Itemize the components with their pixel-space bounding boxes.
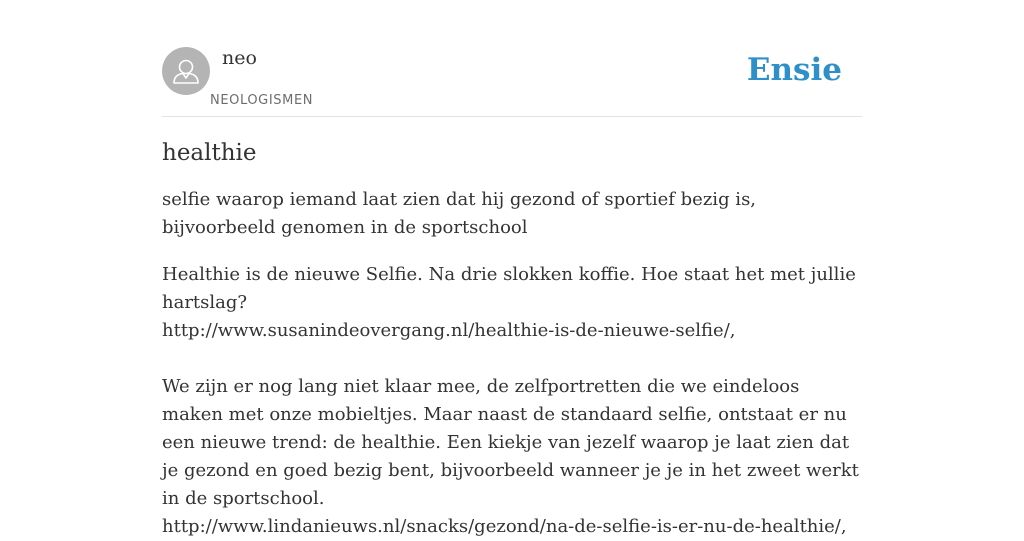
- brand-logo[interactable]: Ensie: [746, 52, 842, 88]
- term-title: healthie: [162, 140, 257, 166]
- example-source-link: http://www.susanindeovergang.nl/healthie-is-de-nieuwe-selfie/,: [162, 320, 736, 341]
- collection-link[interactable]: NEOLOGISMEN: [210, 93, 314, 108]
- example-source-link: http://www.lindanieuws.nl/snacks/gezond/na-de-selfie-is-er-nu-de-healthie/,: [162, 516, 847, 537]
- example-line: We zijn er nog lang niet klaar mee, de zelfportretten die we eindeloos maken met onze mobieltjes. Maar naast de standaard selfie, ontstaat er nu een nieuwe trend: de healthie. Een kiekje van jezelf waarop je laat zien dat je gezond en goed bezig bent, bijvoorbeeld wanneer je je in het zweet werkt in de sportschool.: [162, 376, 859, 509]
- definition-text: selfie waarop iemand laat zien dat hij gezond of sportief bezig is, bijvoorbeeld genomen in de sportschool: [162, 189, 757, 238]
- entry-header: [162, 46, 862, 117]
- example-spacer: [162, 345, 862, 373]
- example-text: [162, 261, 862, 541]
- author-name[interactable]: neo: [222, 47, 257, 69]
- entry-content: [162, 136, 862, 541]
- user-silhouette-icon: [162, 47, 210, 95]
- avatar[interactable]: [162, 47, 210, 95]
- example-line: Healthie is de nieuwe Selfie. Na drie slokken koffie. Hoe staat het met jullie hartslag?: [162, 264, 856, 313]
